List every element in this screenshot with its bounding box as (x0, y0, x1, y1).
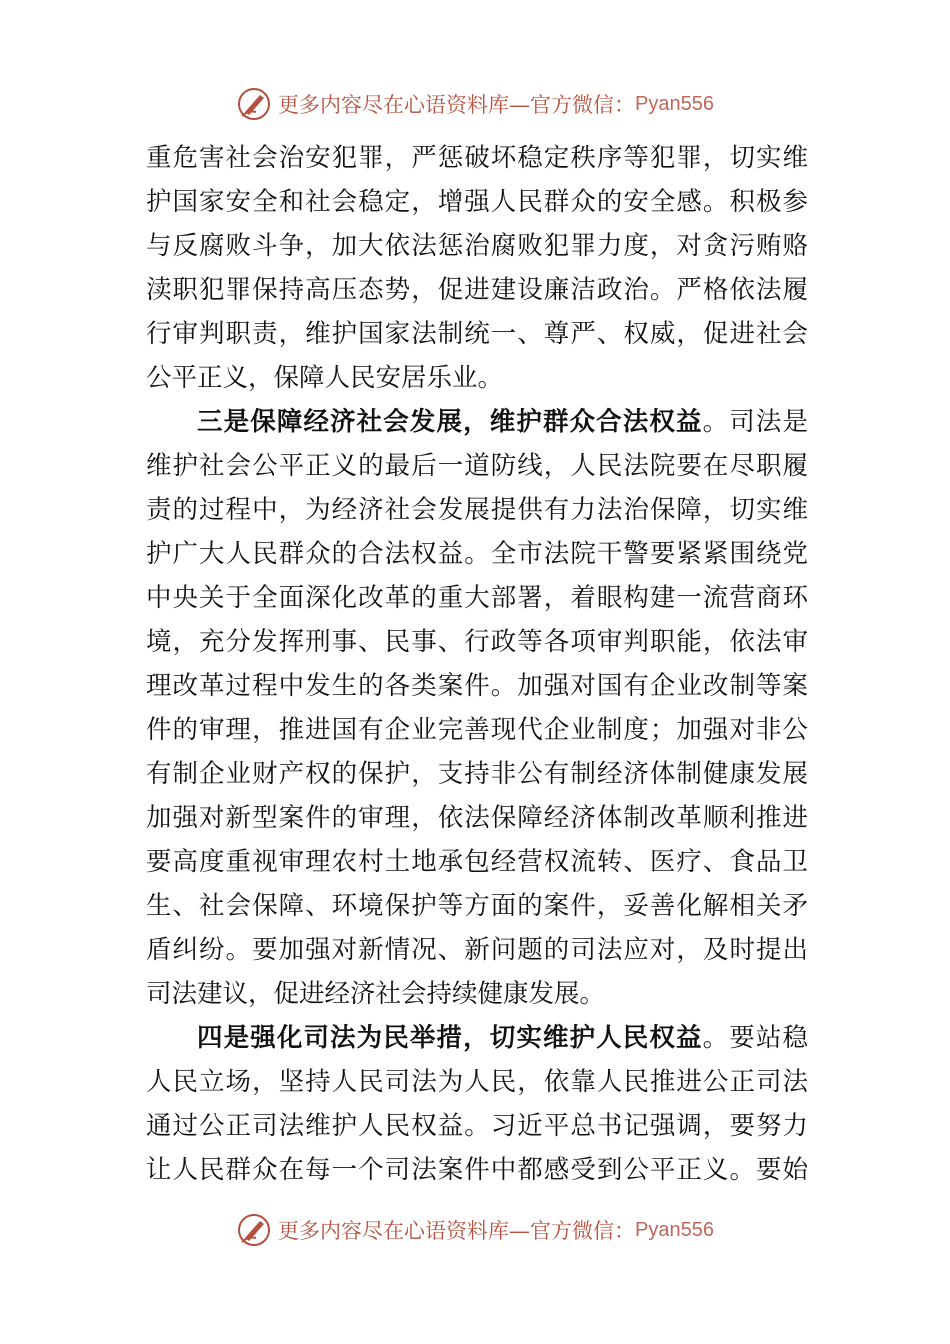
section4-heading: 四是强化司法为民举措，切实维护人民权益 (197, 1023, 703, 1053)
document-body (146, 136, 808, 1192)
text-line: 件的审理，推进国有企业完善现代企业制度；加强对非公 (146, 715, 808, 745)
section3-first-line (146, 400, 808, 444)
pen-in-circle-logo-icon (236, 86, 272, 122)
text-line: 司法建议，促进经济社会持续健康发展。 (146, 979, 606, 1009)
text-line: 中央关于全面深化改革的重大部署，着眼构建一流营商环 (146, 583, 808, 613)
banner-text: 更多内容尽在心语资料库—官方微信： (278, 93, 636, 117)
text-line: 与反腐败斗争，加大依法惩治腐败犯罪力度，对贪污贿赂 (146, 231, 808, 261)
text-line: 渎职犯罪保持高压态势，促进建设廉洁政治。严格依法履 (146, 275, 808, 305)
banner-wechat-id: Pyan556 (635, 92, 714, 115)
text-line: 盾纠纷。要加强对新情况、新问题的司法应对，及时提出 (146, 935, 808, 965)
footer-banner (0, 1210, 950, 1250)
section3-heading: 三是保障经济社会发展，维护群众合法权益 (197, 407, 703, 437)
text-line: 让人民群众在每一个司法案件中都感受到公平正义。要始 (146, 1155, 808, 1185)
text-line: 公平正义，保障人民安居乐业。 (146, 363, 504, 393)
text-line: 人民立场，坚持人民司法为人民，依靠人民推进公正司法 (146, 1067, 808, 1097)
text-line: 重危害社会治安犯罪，严惩破坏稳定秩序等犯罪，切实维 (146, 143, 808, 173)
text-line: 理改革过程中发生的各类案件。加强对国有企业改制等案 (146, 671, 808, 701)
text-line: 境，充分发挥刑事、民事、行政等各项审判职能，依法审 (146, 627, 808, 657)
header-banner (0, 84, 950, 124)
banner-wechat-id: Pyan556 (635, 1218, 714, 1241)
text-line: 通过公正司法维护人民权益。习近平总书记强调，要努力 (146, 1111, 808, 1141)
text-line: 生、社会保障、环境保护等方面的案件，妥善化解相关矛 (146, 891, 808, 921)
text-line: 行审判职责，维护国家法制统一、尊严、权威，促进社会 (146, 319, 808, 349)
banner-text: 更多内容尽在心语资料库—官方微信： (278, 1219, 636, 1243)
text-line: 护国家安全和社会稳定，增强人民群众的安全感。积极参 (146, 187, 808, 217)
text-line: 加强对新型案件的审理，依法保障经济体制改革顺利推进 (146, 803, 808, 833)
text-line: 维护社会公平正义的最后一道防线，人民法院要在尽职履 (146, 451, 808, 481)
section4-first-rest: 。要站稳 (702, 1023, 808, 1053)
text-line: 有制企业财产权的保护，支持非公有制经济体制健康发展 (146, 759, 808, 789)
section3-first-rest: 。司法是 (702, 407, 808, 437)
pen-in-circle-logo-icon (236, 1212, 272, 1248)
section4-first-line (146, 1016, 808, 1060)
text-line: 要高度重视审理农村土地承包经营权流转、医疗、食品卫 (146, 847, 808, 877)
text-line: 护广大人民群众的合法权益。全市法院干警要紧紧围绕党 (146, 539, 808, 569)
text-line: 责的过程中，为经济社会发展提供有力法治保障，切实维 (146, 495, 808, 525)
